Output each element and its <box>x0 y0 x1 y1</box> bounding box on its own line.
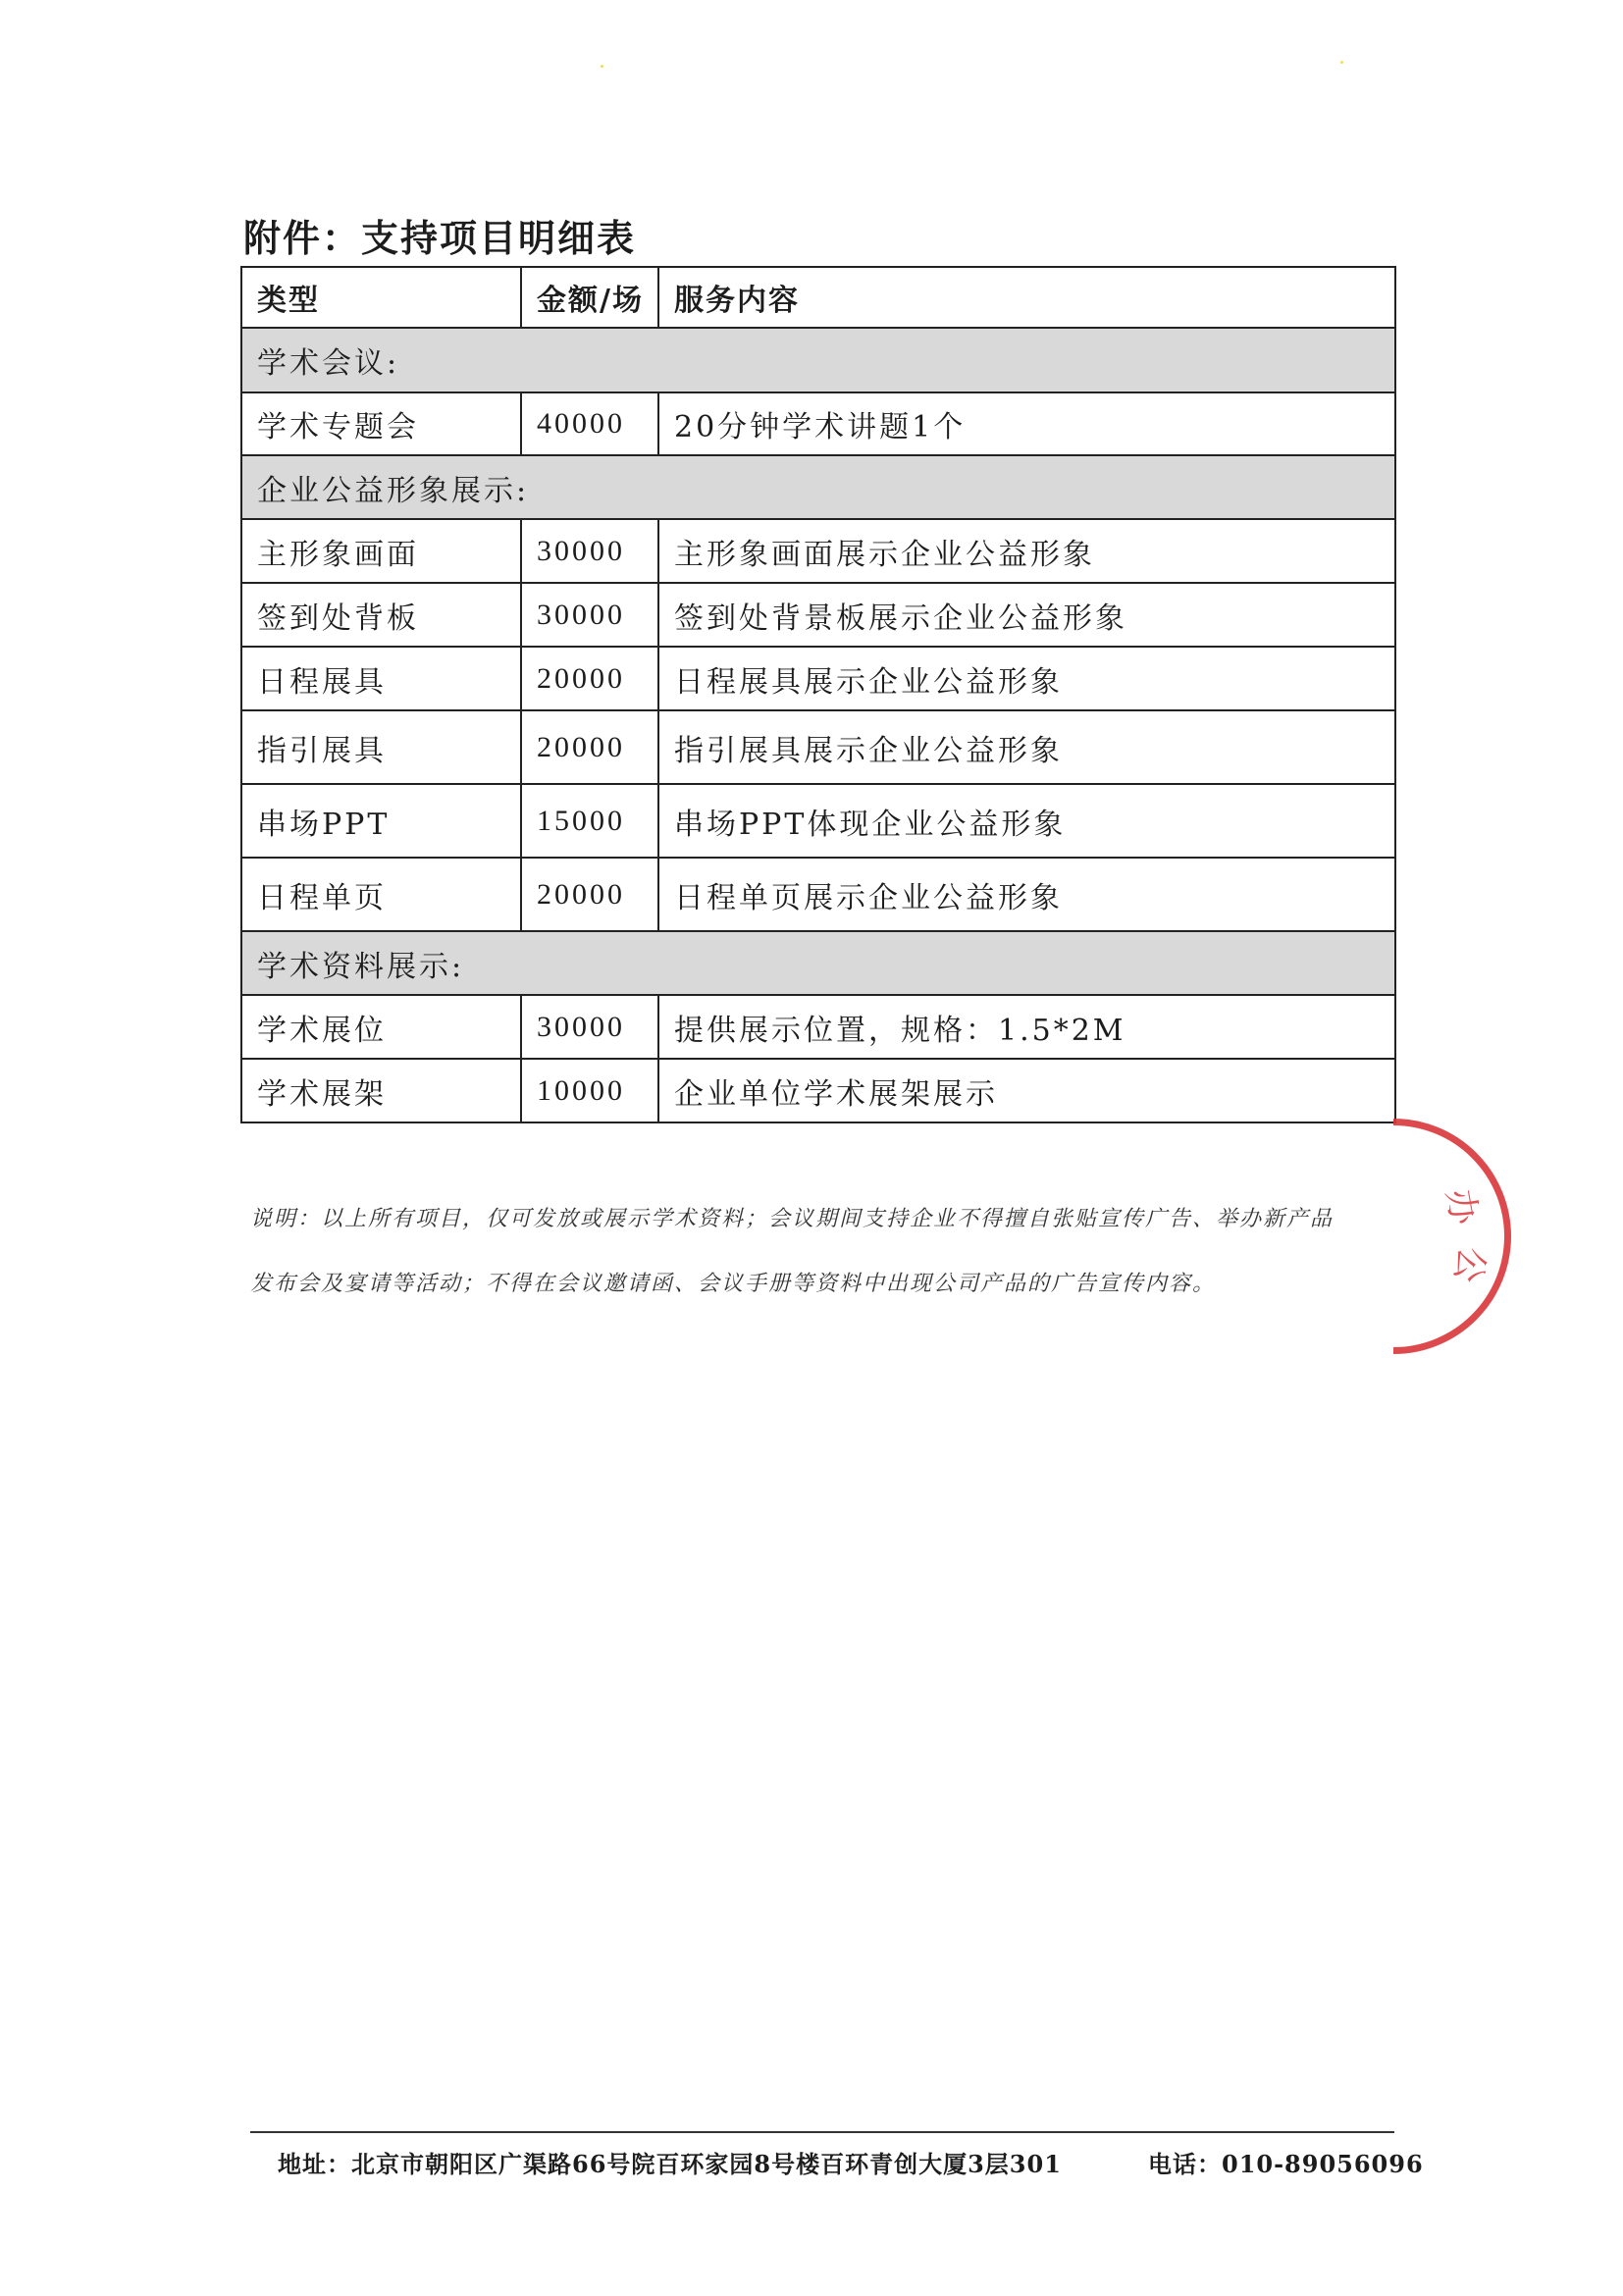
row-type: 学术展架 <box>241 1059 521 1122</box>
footer-address: 地址：北京市朝阳区广渠路66号院百环家园8号楼百环青创大厦3层301 <box>278 2150 1062 2178</box>
row-content: 企业单位学术展架展示 <box>658 1059 1395 1122</box>
header-content: 服务内容 <box>658 267 1395 328</box>
row-content: 指引展具展示企业公益形象 <box>658 710 1395 784</box>
section-label: 学术会议: <box>241 328 1395 392</box>
table-row <box>241 583 1395 647</box>
table-header-row <box>241 267 1395 328</box>
row-amount: 20000 <box>521 647 658 710</box>
page-title: 附件：支持项目明细表 <box>243 217 637 260</box>
section-label: 学术资料展示: <box>241 931 1395 995</box>
row-amount: 20000 <box>521 710 658 784</box>
row-type: 主形象画面 <box>241 519 521 583</box>
row-amount: 30000 <box>521 583 658 647</box>
row-type: 签到处背板 <box>241 583 521 647</box>
section-row-corporate-image <box>241 455 1395 519</box>
red-seal-stamp <box>1393 1119 1521 1374</box>
footer-phone: 电话：010-89056096 <box>1148 2150 1424 2178</box>
explanatory-note: 说明：以上所有项目，仅可发放或展示学术资料；会议期间支持企业不得擅自张贴宣传广告、举办新产品发布会及宴请等活动；不得在会议邀请函、会议手册等资料中出现公司产品的广告宣传内容。 <box>250 1207 1335 1296</box>
row-type: 学术展位 <box>241 995 521 1059</box>
scan-speck <box>1340 61 1343 64</box>
row-amount: 15000 <box>521 784 658 858</box>
row-amount: 10000 <box>521 1059 658 1122</box>
support-items-table <box>240 266 1396 1123</box>
row-content: 提供展示位置，规格：1.5*2M <box>658 995 1395 1059</box>
seal-char: 办 <box>1438 1185 1485 1228</box>
row-type: 日程展具 <box>241 647 521 710</box>
table-row <box>241 995 1395 1059</box>
header-type: 类型 <box>241 267 521 328</box>
row-content: 20分钟学术讲题1个 <box>658 392 1395 455</box>
row-content: 日程展具展示企业公益形象 <box>658 647 1395 710</box>
table-row <box>241 647 1395 710</box>
row-amount: 30000 <box>521 995 658 1059</box>
section-row-academic-meeting <box>241 328 1395 392</box>
table-row <box>241 784 1395 858</box>
row-type: 日程单页 <box>241 858 521 931</box>
row-type: 学术专题会 <box>241 392 521 455</box>
table-row <box>241 392 1395 455</box>
row-type: 指引展具 <box>241 710 521 784</box>
row-content: 签到处背景板展示企业公益形象 <box>658 583 1395 647</box>
section-label: 企业公益形象展示: <box>241 455 1395 519</box>
seal-ring <box>1393 1119 1511 1354</box>
row-content: 主形象画面展示企业公益形象 <box>658 519 1395 583</box>
seal-char: 公 <box>1445 1243 1492 1286</box>
row-amount: 30000 <box>521 519 658 583</box>
row-amount: 20000 <box>521 858 658 931</box>
header-amount: 金额/场 <box>521 267 658 328</box>
row-content: 日程单页展示企业公益形象 <box>658 858 1395 931</box>
footer-divider <box>250 2131 1394 2133</box>
section-row-academic-materials <box>241 931 1395 995</box>
row-type: 串场PPT <box>241 784 521 858</box>
table-row <box>241 858 1395 931</box>
row-amount: 40000 <box>521 392 658 455</box>
table-row <box>241 519 1395 583</box>
scan-speck <box>601 65 603 68</box>
table-row <box>241 1059 1395 1122</box>
table-row <box>241 710 1395 784</box>
row-content: 串场PPT体现企业公益形象 <box>658 784 1395 858</box>
